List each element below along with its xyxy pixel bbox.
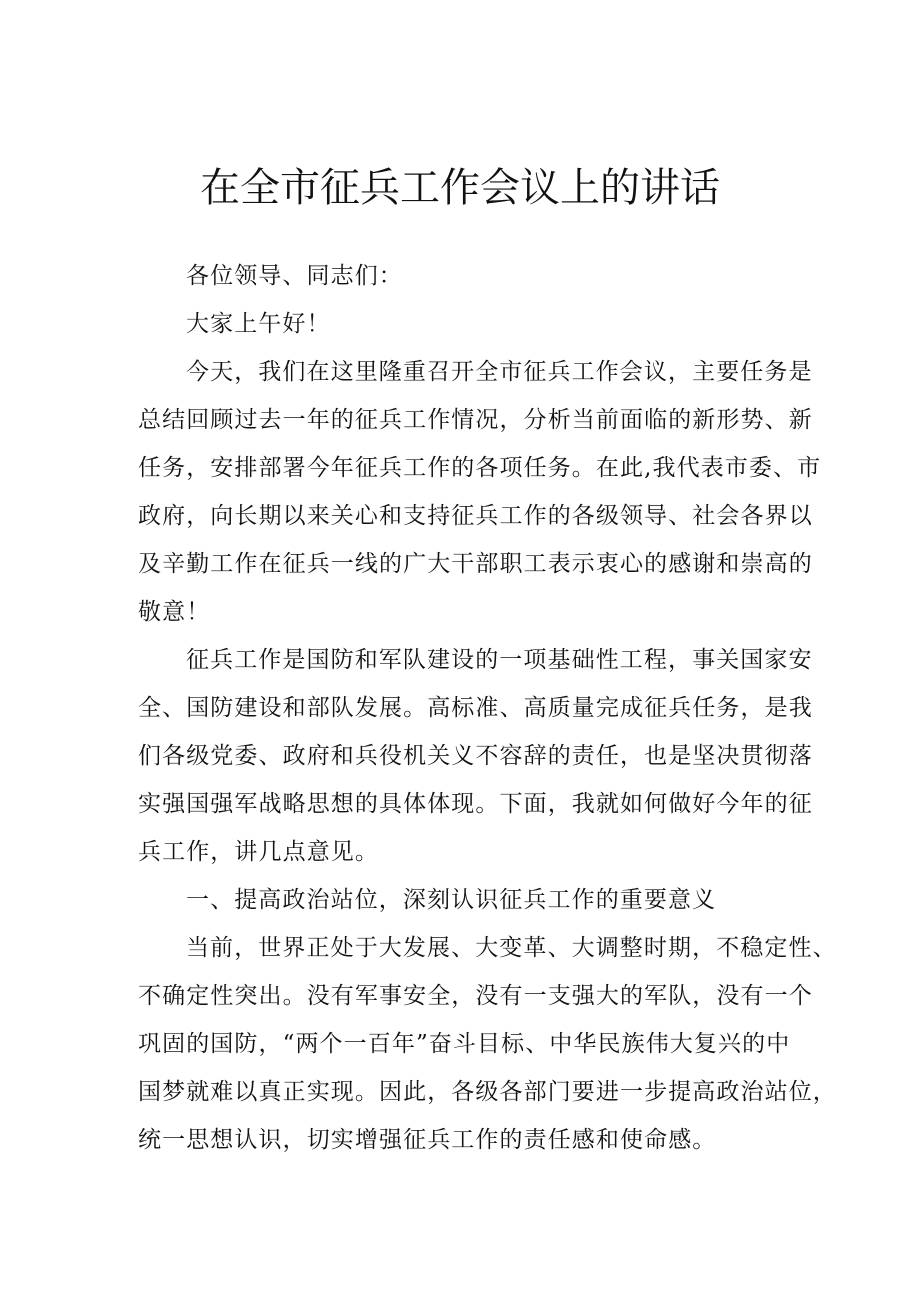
paragraph-line: 兵工作，讲几点意见。 [138,839,379,865]
paragraph-line: 及辛勤工作在征兵一线的广大干部职工表示衷心的感谢和崇高的 [138,551,813,577]
paragraph-line: 国梦就难以真正实现。因此，各级各部门要进一步提高政治站位， [138,1079,837,1105]
paragraph-line: 敬意！ [138,599,211,625]
paragraph-line: 们各级党委、政府和兵役机关义不容辞的责任，也是坚决贯彻落 [138,743,813,769]
salutation-line: 各位领导、同志们： [186,263,403,289]
paragraph-line: 征兵工作是国防和军队建设的一项基础性工程，事关国家安 [186,647,813,673]
paragraph-line: 政府，向长期以来关心和支持征兵工作的各级领导、社会各界以 [138,503,813,529]
paragraph-line: 统一思想认识，切实增强征兵工作的责任感和使命感。 [138,1127,717,1153]
paragraph-line: 总结回顾过去一年的征兵工作情况，分析当前面临的新形势、新 [138,407,813,433]
paragraph-line: 任务，安排部署今年征兵工作的各项任务。在此,我代表市委、市 [138,455,822,481]
document-title: 在全市征兵工作会议上的讲话 [200,165,720,211]
paragraph-line: 实强国强军战略思想的具体体现。下面，我就如何做好今年的征 [138,791,813,817]
paragraph-line: 全、国防建设和部队发展。高标准、高质量完成征兵任务，是我 [138,695,813,721]
paragraph-line: 巩固的国防，“两个一百年”奋斗目标、中华民族伟大复兴的中 [138,1031,791,1057]
greeting-line: 大家上午好！ [186,311,331,337]
section-heading: 一、提高政治站位，深刻认识征兵工作的重要意义 [186,887,717,913]
paragraph-line: 不确定性突出。没有军事安全，没有一支强大的军队，没有一个 [138,983,813,1009]
paragraph-line: 今天，我们在这里隆重召开全市征兵工作会议，主要任务是 [186,359,813,385]
paragraph-line: 当前，世界正处于大发展、大变革、大调整时期，不稳定性、 [186,935,837,961]
document-body [138,252,837,1164]
